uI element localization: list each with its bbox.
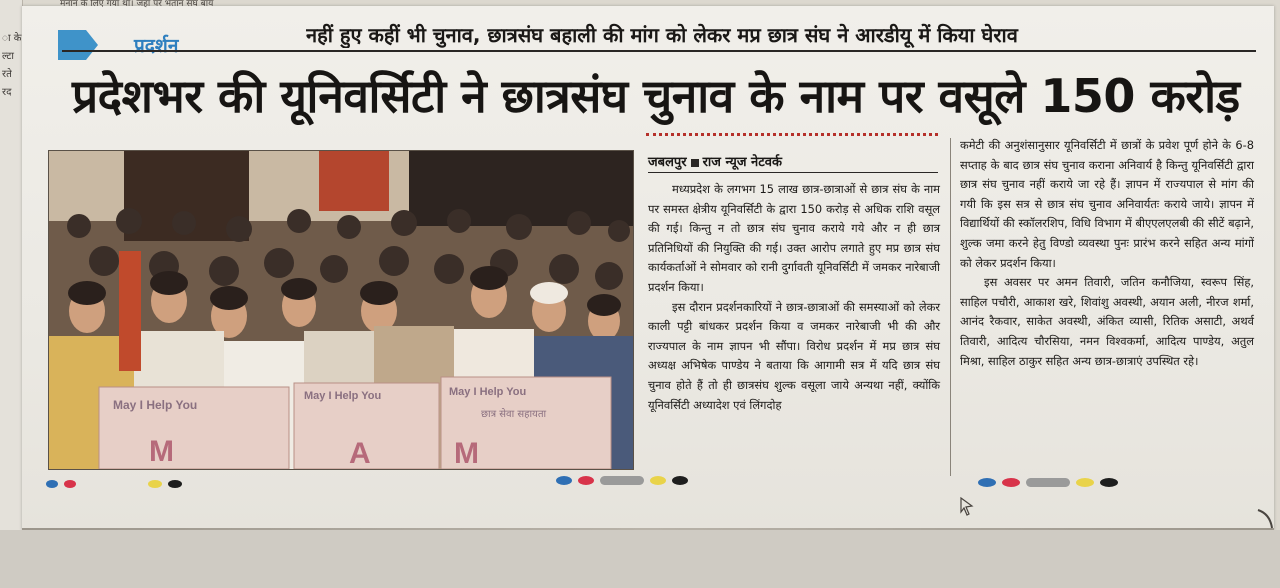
- paragraph: इस अवसर पर अमन तिवारी, जतिन कनौजिया, स्वरूप सिंह, साहिल पचौरी, आकाश खरे, शिवांशु अवस्थी, अयान अली, नीरज शर्मा, आनंद रैकवार, साकेत अवस्थी, अंकित व्यासी, रितिक असाटी, अथर्व तिवारी, आदित्य चौरसिया, नमन विश्वकर्मा, आदित्य पाण्डेय, अतुल मिश्रा, साहिल ठाकुर सहित अन्य छात्र-छात्राएं उपस्थित रहे।: [960, 275, 1254, 368]
- banner-letter: M: [149, 435, 174, 468]
- color-dot: [978, 478, 996, 487]
- color-dot: [556, 476, 572, 485]
- color-dot: [1100, 478, 1118, 487]
- registration-marks: [556, 476, 688, 485]
- column-divider: [950, 138, 951, 476]
- paragraph: इस दौरान प्रदर्शनकारियों ने छात्र-छात्राओं की समस्याओं को लेकर काली पट्टी बांधकर प्रदर्शन किया व जमकर नारेबाजी भी की और राज्यपाल के नाम ज्ञापन भी सौंपा। विरोध प्रदर्शन में मप्र छात्र संघ अध्यक्ष अभिषेक पाण्डेय ने बताया कि आगामी सत्र में यदि छात्र संघ चुनाव होते हैं तो ही छात्रसंघ शुल्क वसूला जाये अन्यथा नहीं, क्योंकि यूनिवर्सिटी अध्यादेश एवं लिंगदोह: [648, 299, 940, 412]
- article-column-1: [648, 180, 940, 415]
- banner-text: May I Help You: [113, 398, 198, 412]
- square-bullet-icon: [691, 159, 699, 167]
- sub-headline: नहीं हुए कहीं भी चुनाव, छात्रसंघ बहाली की मांग को लेकर मप्र छात्र संघ ने आरडीयू में किया घेराव: [306, 23, 1018, 47]
- main-headline: प्रदेशभर की यूनिवर्सिटी ने छात्रसंघ चुनाव के नाम पर वसूले 150 करोड़: [72, 69, 1240, 123]
- color-dot: [168, 480, 182, 488]
- protest-photo: [48, 150, 634, 470]
- color-dot: [1002, 478, 1020, 487]
- sub-headline-rule: [62, 50, 1256, 52]
- strip-fragment: ा के: [2, 33, 22, 44]
- strip-fragment: रद: [2, 87, 12, 98]
- byline-rule: [648, 172, 938, 173]
- strip-fragment: रते: [2, 69, 12, 80]
- color-dot: [578, 476, 594, 485]
- banner-text: May I Help You: [449, 386, 527, 398]
- banner-poster: [99, 387, 289, 469]
- banner-poster: [294, 383, 439, 469]
- banner-letter: A: [349, 437, 371, 469]
- adjacent-page-strip: [0, 0, 23, 588]
- registration-marks: [46, 480, 182, 488]
- dotted-rule: [646, 133, 938, 136]
- byline: [648, 152, 782, 170]
- byline-agency: राज न्यूज नेटवर्क: [702, 155, 782, 170]
- kicker-label: प्रदर्शन: [134, 35, 179, 57]
- torn-edge-icon: [1256, 508, 1276, 530]
- banner-subtext: छात्र सेवा सहायता: [481, 409, 547, 420]
- color-dot: [46, 480, 58, 488]
- strip-fragment: ल्टा: [2, 51, 14, 62]
- print-arrow-icon: [958, 496, 976, 516]
- cut-off-previous-text: मनान के लिए गया था। जहा पर भतान संघ बाय: [60, 0, 214, 8]
- paragraph: मध्यप्रदेश के लगभग 15 लाख छात्र-छात्राओं से छात्र संघ के नाम पर समस्त क्षेत्रीय यूनिवर्सिटी के द्वारा 150 करोड़ से अधिक राशि वसूल की गई। किन्तु न तो छात्र संघ चुनाव कराये गये और न ही छात्र प्रतिनिधियों की नियुक्ति की गई। उक्त आरोप लगाते हुए मप्र छात्र संघ कार्यकर्ताओं ने सोमवार को रानी दुर्गावती यूनिवर्सिटी में जमकर नारेबाजी प्रदर्शन किया।: [648, 182, 940, 294]
- banner-text: May I Help You: [304, 390, 382, 402]
- color-dot: [672, 476, 688, 485]
- color-bar: [1026, 478, 1070, 487]
- byline-place: जबलपुर: [648, 155, 687, 170]
- color-dot: [650, 476, 666, 485]
- banner-poster: [441, 377, 611, 469]
- paragraph: कमेटी की अनुशंसानुसार यूनिवर्सिटी में छात्रों के प्रवेश पूर्ण होने के 6-8 सप्ताह के बाद छात्र संघ चुनाव कराना अनिवार्य है किन्तु यूनिवर्सिटी द्वारा छात्र संघ चुनाव नहीं कराये जा रहे हैं। ज्ञापन में राज्यपाल से मांग की गयी कि इस सत्र से छात्र संघ चुनाव अनिवार्यतः कराये जाये। ज्ञापन में विद्यार्थियों की स्कॉलरशिप, विधि विभाग में बीएएलएलबी की सीटें बढ़ाने, शुल्क जमा करने हेतु विण्डो व्यवस्था पुनः प्रारंभ करने सहित अन्य मांगों को लेकर प्रदर्शन किया।: [960, 138, 1254, 270]
- registration-marks: [978, 478, 1118, 487]
- table-surface: [0, 530, 1280, 588]
- color-bar: [600, 476, 644, 485]
- article-column-2: [960, 136, 1254, 371]
- color-dot: [148, 480, 162, 488]
- color-dot: [1076, 478, 1094, 487]
- color-dot: [64, 480, 76, 488]
- banner-letter: M: [454, 437, 479, 469]
